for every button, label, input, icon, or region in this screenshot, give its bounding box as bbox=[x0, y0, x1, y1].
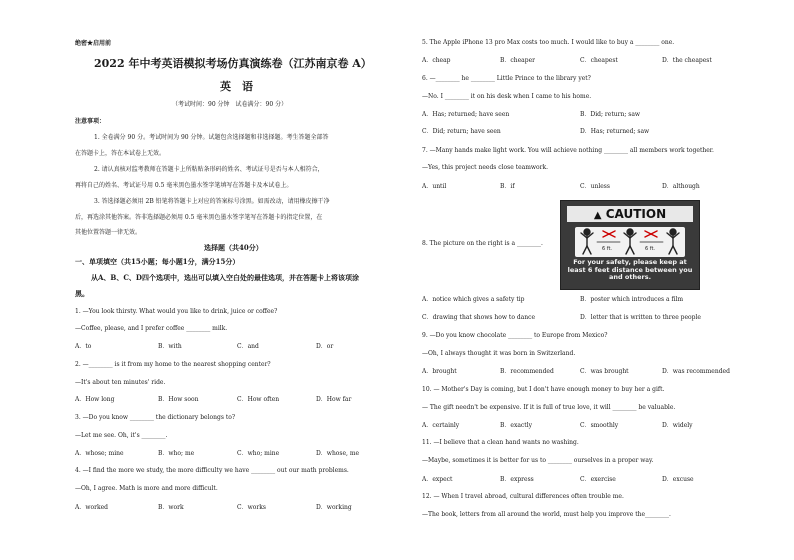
q11-option-d: D．excuse bbox=[662, 476, 694, 483]
caution-sign-image bbox=[560, 200, 700, 290]
question-10-stem: 10. — Mother's Day is coming, but I don't have enough money to buy her a gift. bbox=[422, 386, 665, 393]
question-2-reply: —It's about ten minutes' ride. bbox=[75, 379, 166, 386]
question-4-stem: 4. —I find the more we study, the more difficulty we have ________ out our math problems. bbox=[75, 467, 349, 474]
q11-option-a: A．expect bbox=[422, 476, 453, 483]
note-line: 在答题卡上，答在本试卷上无效。 bbox=[75, 150, 166, 157]
q8-option-d: D．letter that is written to three people bbox=[580, 314, 701, 321]
instruction-line: 从A、B、C、D四个选项中，选出可以填入空白处的最佳选项，并在答题卡上将该项涂 bbox=[91, 273, 359, 282]
note-line: 其他位置答题一律无效。 bbox=[75, 229, 142, 236]
exam-title: 2022 年中考英语模拟考场仿真演练卷（江苏南京卷 A） bbox=[94, 57, 372, 70]
question-4-reply: —Oh, I agree. Math is more and more difficult. bbox=[75, 485, 218, 492]
question-5-stem: 5. The Apple iPhone 13 pro Max costs too much. I would like to buy a ________ one. bbox=[422, 39, 675, 46]
note-line: 后，再选涂其他答案。答非选择题必须用 0.5 毫米黑色墨水签字笔写在答题卡的指定位置，在 bbox=[75, 214, 323, 221]
part-heading: 一、单项填空（共15小题；每小题1分，满分15分） bbox=[75, 257, 240, 266]
q6-option-c: C．Did; return; have seen bbox=[422, 128, 501, 135]
q3-option-c: C．who; mine bbox=[237, 450, 280, 457]
q2-option-b: B．How soon bbox=[158, 396, 199, 403]
q10-option-c: C．smoothly bbox=[580, 422, 619, 429]
q1-option-c: C．and bbox=[237, 343, 259, 350]
q2-option-a: A．How long bbox=[75, 396, 115, 403]
q6-option-b: B．Did; return; saw bbox=[580, 111, 641, 118]
note-line: 3. 答选择题必须用 2B 铅笔将答题卡上对应的答案标号涂黑。如需改动，请用橡皮擦干净 bbox=[94, 198, 330, 205]
warning-triangle-icon: ▲ bbox=[593, 210, 602, 221]
q6-option-a: A．Has; returned; have seen bbox=[422, 111, 510, 118]
q5-option-c: C．cheapest bbox=[580, 57, 618, 64]
q3-option-d: D．whose, me bbox=[316, 450, 360, 457]
q3-option-a: A．whose; mine bbox=[75, 450, 124, 457]
question-6-stem: 6. —________ he ________ Little Prince to the library yet? bbox=[422, 75, 591, 82]
q8-option-a: A．notice which gives a safety tip bbox=[422, 296, 525, 303]
note-line: 再将自己的姓名、考试证号用 0.5 毫米黑色墨水签字笔填写在答题卡及本试卷上。 bbox=[75, 182, 293, 189]
q4-option-b: B．work bbox=[158, 504, 184, 511]
question-10-reply: — The gift needn't be expensive. If it is full of true love, it will ________ be valuable. bbox=[422, 404, 676, 411]
confidential-mark: 绝密★启用前 bbox=[75, 40, 112, 47]
distance-label: 6 ft. bbox=[602, 246, 612, 252]
q7-option-c: C．unless bbox=[580, 183, 610, 190]
three-people-icon bbox=[575, 227, 685, 257]
q5-option-b: B．cheaper bbox=[500, 57, 536, 64]
q1-option-b: B．with bbox=[158, 343, 182, 350]
q5-option-a: A．cheap bbox=[422, 57, 451, 64]
section-title: 选择题（共40分） bbox=[204, 243, 263, 252]
q7-option-a: A．until bbox=[422, 183, 447, 190]
question-1-stem: 1. —You look thirsty. What would you like to drink, juice or coffee? bbox=[75, 308, 278, 315]
q7-option-d: D．although bbox=[662, 183, 700, 190]
question-7-stem: 7. —Many hands make light work. You will achieve nothing ________ all members work together. bbox=[422, 147, 714, 154]
question-9-stem: 9. —Do you know chocolate ________ to Europe from Mexico? bbox=[422, 332, 608, 339]
q11-option-b: B．express bbox=[500, 476, 534, 483]
question-12-stem: 12. — When I travel abroad, cultural differences often trouble me. bbox=[422, 493, 624, 500]
question-11-stem: 11. —I believe that a clean hand wants no washing. bbox=[422, 439, 579, 446]
question-3-reply: —Let me see. Oh, it's ________. bbox=[75, 432, 168, 439]
q10-option-a: A．certainly bbox=[422, 422, 460, 429]
q7-option-b: B．if bbox=[500, 183, 515, 190]
caution-text: For your safety, please keep at least 6 feet distance between you and others. bbox=[567, 258, 693, 281]
subject-title: 英 语 bbox=[220, 80, 253, 93]
note-line: 2. 请认真核对监考教师在答题卡上所粘贴条形码的姓名、考试证号是否与本人相符合， bbox=[94, 166, 324, 173]
q8-option-b: B．poster which introduces a film bbox=[580, 296, 684, 303]
question-3-stem: 3. —Do you know ________ the dictionary belongs to? bbox=[75, 414, 236, 421]
question-8-stem: 8. The picture on the right is a ________. bbox=[422, 240, 543, 247]
question-2-stem: 2. —________ is it from my home to the nearest shopping center? bbox=[75, 361, 271, 368]
q2-option-c: C．How often bbox=[237, 396, 280, 403]
notes-heading: 注意事项： bbox=[75, 118, 106, 125]
q11-option-c: C．exercise bbox=[580, 476, 616, 483]
q9-option-b: B．recommended bbox=[500, 368, 554, 375]
q4-option-c: C．works bbox=[237, 504, 266, 511]
q6-option-d: D．Has; returned; saw bbox=[580, 128, 650, 135]
question-9-reply: —Oh, I always thought it was born in Switzerland. bbox=[422, 350, 576, 357]
exam-info: （考试时间：90 分钟 试卷满分：90 分） bbox=[172, 101, 288, 108]
instruction-line: 黑。 bbox=[75, 289, 89, 298]
q9-option-a: A．brought bbox=[422, 368, 457, 375]
q3-option-b: B．who; me bbox=[158, 450, 195, 457]
question-12-reply: —The book, letters from all around the world, must help you improve the________. bbox=[422, 511, 671, 518]
note-line: 1. 全卷满分 90 分。考试时间为 90 分钟。试题包含选择题和非选择题。考生答题全部答 bbox=[94, 134, 329, 141]
social-distance-figures bbox=[575, 227, 685, 257]
question-1-reply: —Coffee, please, and I prefer coffee ________ milk. bbox=[75, 325, 228, 332]
q4-option-d: D．working bbox=[316, 504, 352, 511]
q8-option-c: C．drawing that shows how to dance bbox=[422, 314, 536, 321]
q10-option-b: B．exactly bbox=[500, 422, 533, 429]
q10-option-d: D．widely bbox=[662, 422, 693, 429]
question-6-reply: —No. I ________ it on his desk when I came to his home. bbox=[422, 93, 592, 100]
distance-label: 6 ft. bbox=[645, 246, 655, 252]
q5-option-d: D．the cheapest bbox=[662, 57, 712, 64]
q4-option-a: A．worked bbox=[75, 504, 108, 511]
q2-option-d: D．How far bbox=[316, 396, 352, 403]
question-7-reply: —Yes, this project needs close teamwork. bbox=[422, 164, 549, 171]
caution-heading: ▲ CAUTION bbox=[567, 206, 693, 222]
q9-option-c: C．was brought bbox=[580, 368, 629, 375]
q9-option-d: D．was recommended bbox=[662, 368, 730, 375]
q1-option-a: A．to bbox=[75, 343, 92, 350]
q1-option-d: D．or bbox=[316, 343, 334, 350]
question-11-reply: —Maybe, sometimes it is better for us to ________ ourselves in a proper way. bbox=[422, 457, 654, 464]
